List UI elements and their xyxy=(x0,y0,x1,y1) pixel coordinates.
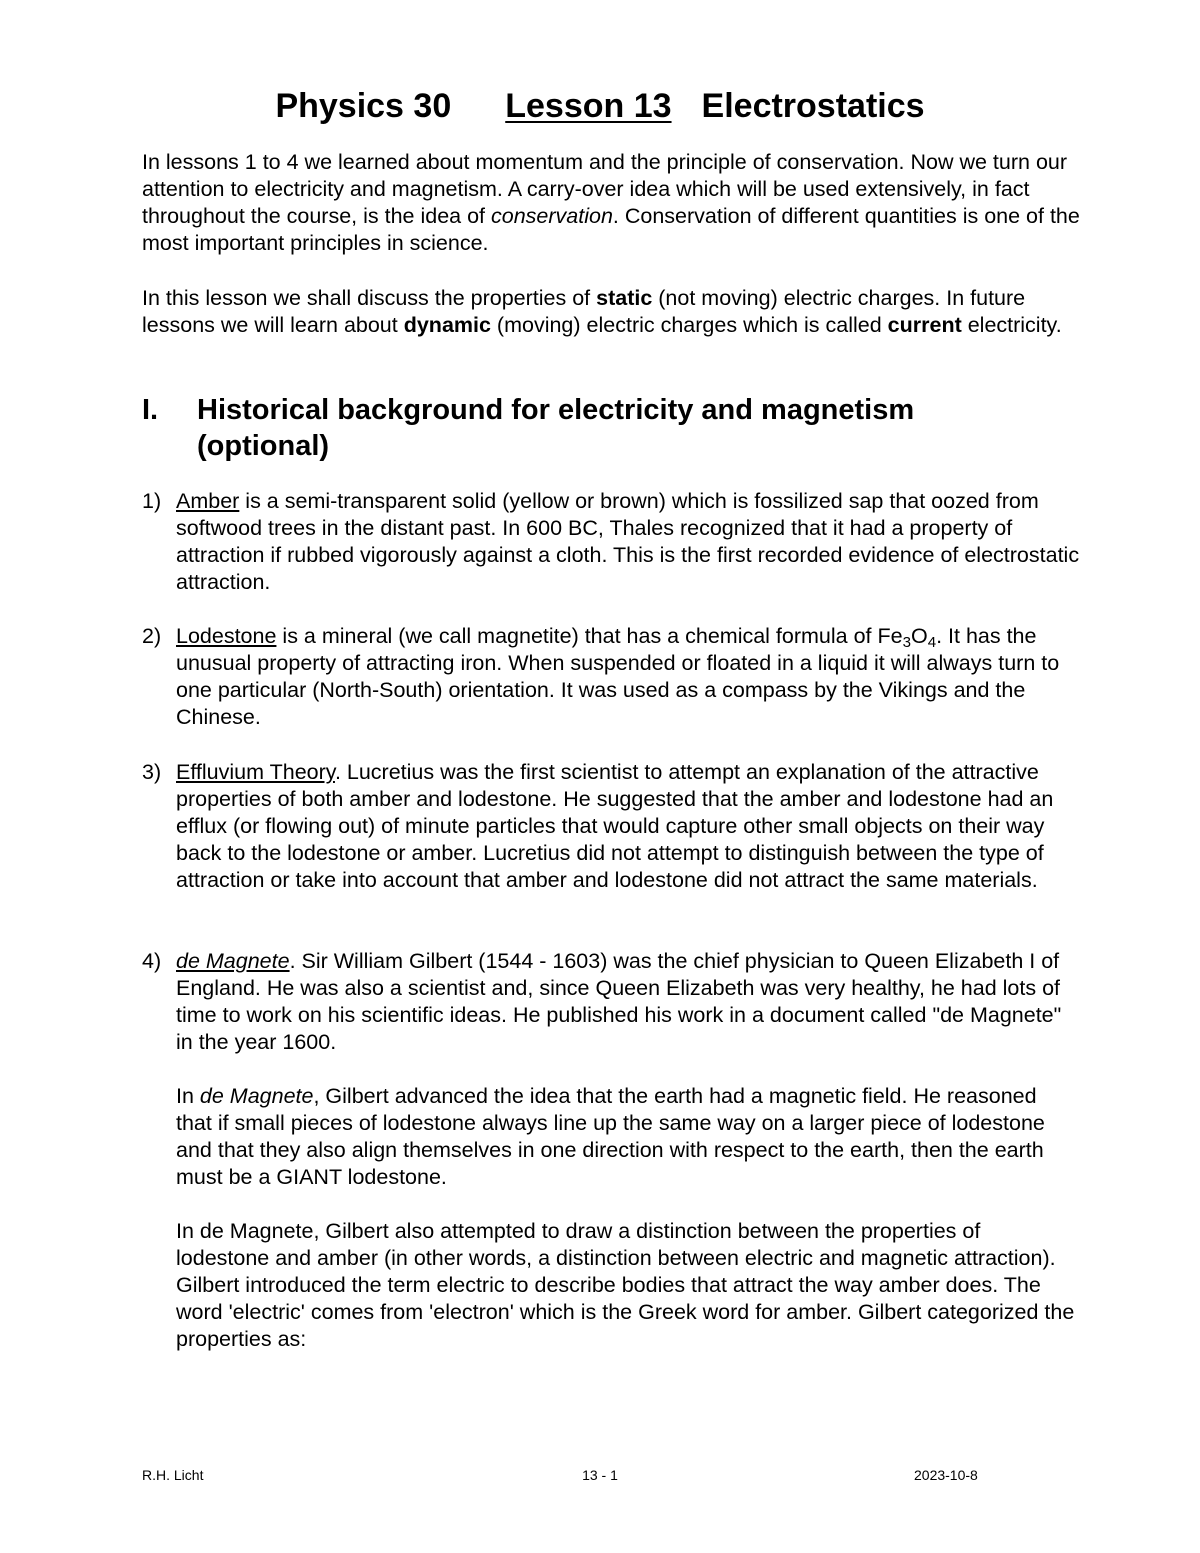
term-de-magnete: de Magnete xyxy=(176,949,290,973)
de-magnete-paragraph-2: In de Magnete, Gilbert advanced the idea that the earth had a magnetic field. He reasoned that if small pieces of lodestone always line up the same way on a larger piece of lodestone and that they also align themselves in one direction with respect to the earth, then the earth must be a GIANT lodestone. xyxy=(176,1084,1045,1189)
title-lesson: Lesson 13 xyxy=(505,87,672,125)
list-item: 4) de Magnete. Sir William Gilbert (1544 - 1603) was the chief physician to Queen Elizabeth I of England. He was also a scientist and, since Queen Elizabeth was very healthy, he had lots of time to work on his scientific ideas. He published his work in a document called "de Magnete" in the year 1600. xyxy=(142,949,1062,1054)
term-amber: Amber xyxy=(176,489,240,513)
intro-paragraph-2: In this lesson we shall discuss the properties of static (not moving) electric charges. In future lessons we will learn about dynamic (moving) electric charges which is called current electricity. xyxy=(142,286,1062,337)
list-item: 2) Lodestone is a mineral (we call magnetite) that has a chemical formula of $Fe_3O_4$. It has the unusual property of attracting iron. When suspended or floated in a liquid it will always turn to one particular (North-South) orientation. It was used as a compass by the Vikings and the Chinese. xyxy=(142,624,1060,729)
term-effluvium-theory: Effluvium Theory xyxy=(176,760,335,784)
bold-dynamic: dynamic xyxy=(403,313,491,337)
bold-current: current xyxy=(887,313,962,337)
footer-date: 2023-10-8 xyxy=(914,1467,978,1483)
footer-page-number: 13 - 1 xyxy=(582,1467,618,1483)
term-lodestone: Lodestone xyxy=(176,624,277,648)
list-item-number: 1) xyxy=(142,489,162,513)
list-item-number: 2) xyxy=(142,624,162,648)
section-number: I. xyxy=(142,394,159,426)
page-title xyxy=(0,84,1200,128)
section-title-line1: Historical background for electricity and magnetism xyxy=(197,394,915,426)
de-magnete-paragraph-3: In de Magnete, Gilbert also attempted to draw a distinction between the properties of lodestone and amber (in other words, a distinction between electric and magnetic attraction). Gilbert introduced the term electric to describe bodies that attract the way amber does. The word 'electric' comes from 'electron' which is the Greek word for amber. Gilbert categorized the properties as: xyxy=(176,1219,1075,1351)
list-item-number: 4) xyxy=(142,949,162,973)
section-heading xyxy=(142,392,1102,464)
list-item-number: 3) xyxy=(142,760,162,784)
intro-paragraph-1: In lessons 1 to 4 we learned about momentum and the principle of conservation. Now we turn our attention to electricity and magnetism. A carry-over idea which will be used extensively, in fact throughout the course, is the idea of conservation. Conservation of different quantities is one of the most important principles in science. xyxy=(142,150,1080,255)
bold-static: static xyxy=(596,286,653,310)
emphasis-conservation: conservation xyxy=(491,204,613,228)
section-title-line2: (optional) xyxy=(197,430,330,462)
list-item: 3) Effluvium Theory. Lucretius was the first scientist to attempt an explanation of the attractive properties of both amber and lodestone. He suggested that the amber and lodestone had an efflux (or flowing out) of minute particles that would capture other small objects on their way back to the lodestone or amber. Lucretius did not attempt to distinguish between the type of attraction or take into account that amber and lodestone did not attract the same materials. xyxy=(142,760,1054,892)
list-item: 1) Amber is a semi-transparent solid (yellow or brown) which is fossilized sap that oozed from softwood trees in the distant past. In 600 BC, Thales recognized that it had a property of attraction if rubbed vigorously against a cloth. This is the first recorded evidence of electrostatic attraction. xyxy=(142,489,1080,594)
title-course: Physics 30 xyxy=(275,87,452,125)
footer-author: R.H. Licht xyxy=(142,1467,204,1483)
title-topic: Electrostatics xyxy=(701,87,925,125)
